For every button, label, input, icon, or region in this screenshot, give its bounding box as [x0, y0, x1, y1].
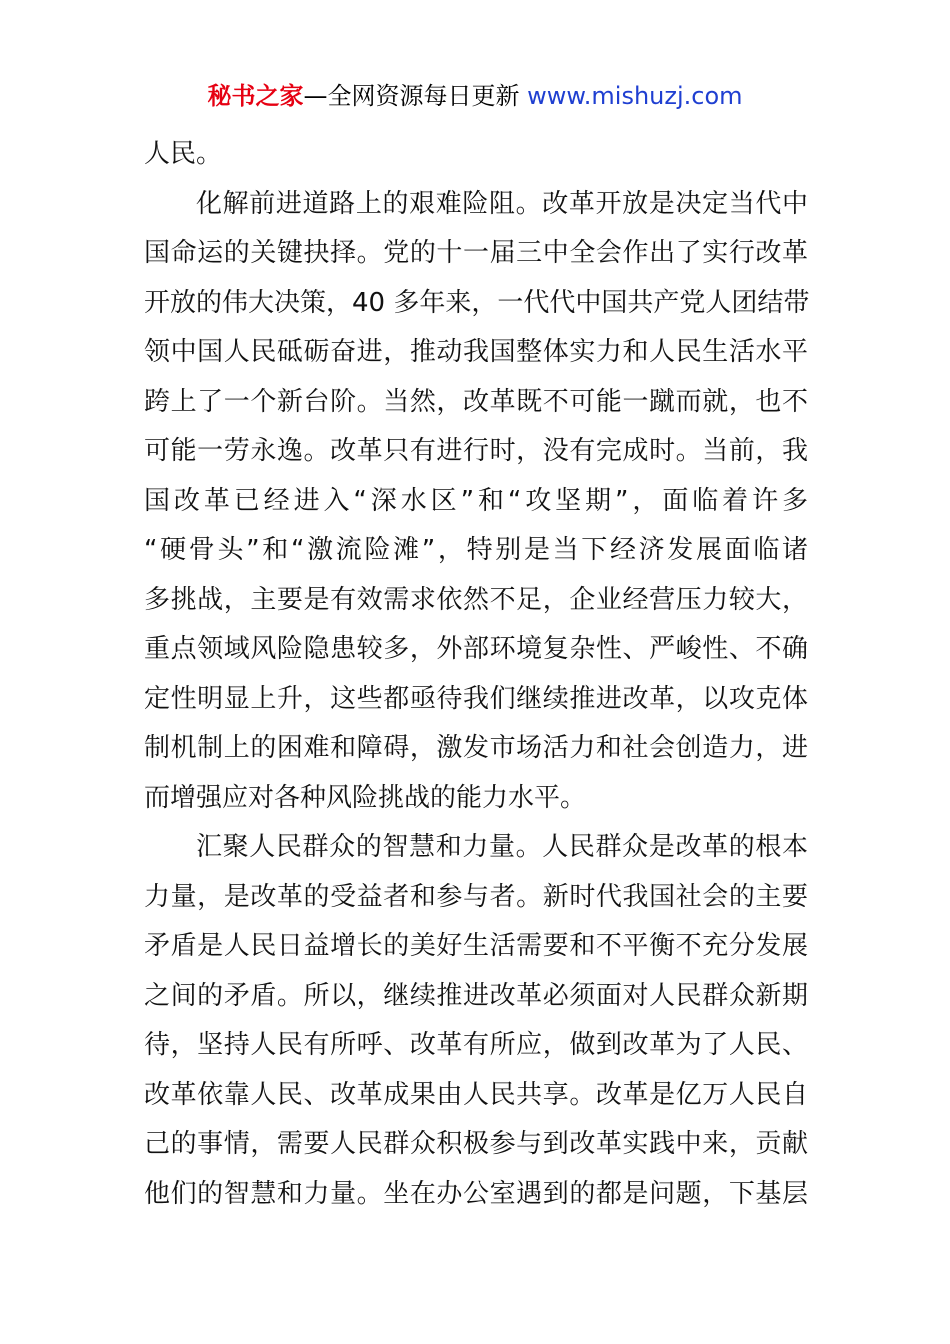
paragraph-line: 而增强应对各种风险挑战的能力水平。 — [144, 782, 587, 813]
paragraph-line: 他们的智慧和力量。坐在办公室遇到的都是问题，下基层 — [144, 1178, 808, 1209]
paragraph-line: 人民。 — [144, 139, 223, 169]
site-brand: 秘书之家 — [207, 82, 304, 110]
paragraph-line: 领中国人民砥砺奋进，推动我国整体实力和人民生活水平 — [144, 337, 808, 367]
document-body — [144, 130, 808, 1219]
paragraph-line: 矛盾是人民日益增长的美好生活需要和不平衡不充分发展 — [144, 931, 808, 961]
paragraph-line: 待，坚持人民有所呼、改革有所应，做到改革为了人民、 — [144, 1030, 808, 1060]
paragraph-line: 定性明显上升，这些都亟待我们继续推进改革，以攻克体 — [144, 683, 808, 714]
paragraph-line: 国命运的关键抉择。党的十一届三中全会作出了实行改革 — [144, 238, 808, 268]
paragraph-line: 多挑战，主要是有效需求依然不足，企业经营压力较大， — [144, 584, 808, 615]
paragraph-line: “硬骨头”和“激流险滩”，特别是当下经济发展面临诸 — [144, 535, 808, 565]
paragraph-line: 化解前进道路上的艰难险阻。改革开放是决定当代中 — [196, 188, 808, 219]
paragraph-line: 力量，是改革的受益者和参与者。新时代我国社会的主要 — [144, 881, 808, 912]
paragraph-line: 改革依靠人民、改革成果由人民共享。改革是亿万人民自 — [144, 1079, 808, 1110]
paragraph-line: 汇聚人民群众的智慧和力量。人民群众是改革的根本 — [196, 832, 808, 862]
paragraph-line: 之间的矛盾。所以，继续推进改革必须面对人民群众新期 — [144, 980, 808, 1011]
site-header — [0, 80, 950, 112]
paragraph-line: 可能一劳永逸。改革只有进行时，没有完成时。当前，我 — [144, 436, 808, 466]
site-url-link[interactable]: www.mishuzj.com — [527, 82, 743, 110]
paragraph-line: 己的事情，需要人民群众积极参与到改革实践中来，贡献 — [144, 1129, 808, 1159]
paragraph-line: 开放的伟大决策，40 多年来，一代代中国共产党人团结带 — [144, 287, 810, 318]
paragraph-line: 制机制上的困难和障碍，激发市场活力和社会创造力，进 — [144, 733, 808, 763]
site-tagline: —全网资源每日更新 — [303, 82, 520, 110]
paragraph-line: 重点领域风险隐患较多，外部环境复杂性、严峻性、不确 — [144, 634, 808, 664]
paragraph-line: 国改革已经进入“深水区”和“攻坚期”，面临着许多 — [144, 485, 808, 516]
paragraph-line: 跨上了一个新台阶。当然，改革既不可能一蹴而就，也不 — [144, 386, 808, 417]
